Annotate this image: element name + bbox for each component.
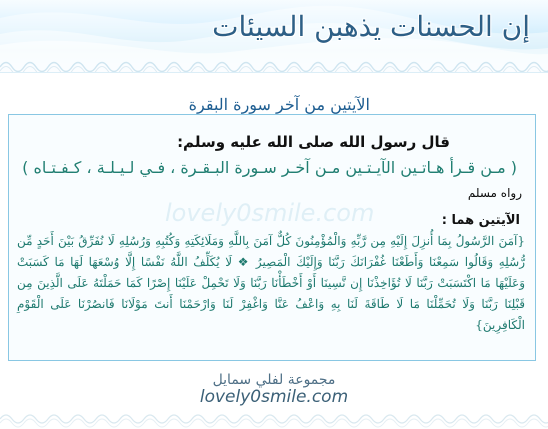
hadith-source: رواه مسلم — [467, 186, 522, 200]
footer-url: lovely0smile.com — [199, 387, 349, 408]
verses-label: الآيتين هما : — [441, 213, 520, 228]
hadith-text: ( مـن قـرأ هـاتـين الآيـتـين مـن آخـر سـورة البـقـرة ، فـي لـيـلـة ، كـفـتـاه ) — [22, 158, 517, 177]
footer-arabic-label: مجموعة لفلي سمايل — [212, 372, 336, 388]
hadith-intro: قال رسول الله صلى الله عليه وسلم: — [177, 133, 450, 151]
header-banner — [0, 0, 548, 73]
footer-branding — [0, 373, 548, 407]
header-title: إن الحسنات يذهبن السيئات — [212, 10, 530, 43]
page-heading: الآيتين من آخر سورة البقرة — [188, 95, 370, 114]
decorative-scallop-border — [0, 58, 548, 73]
verses-text: {آمَنَ الرَّسُولُ بِمَا أُنزِلَ إِلَيْهِ مِن رَّبِّهِ وَالْمُؤْمِنُونَ كُلٌّ آمَنَ بِاللَّهِ وَمَلَائِكَتِهِ وَكُتُبِهِ وَرُسُلِهِ لَا نُفَرِّقُ بَيْنَ أَحَدٍ مِّن رُّسُلِهِ وَقَالُوا سَمِعْنَا وَأَطَعْنَا غُفْرَانَكَ رَبَّنَا وَإِلَيْكَ الْمَصِيرُ ❖ لَا يُكَلِّفُ اللَّهُ نَفْسًا إِلَّا وُسْعَهَا لَهَا مَا كَسَبَتْ وَعَلَيْهَا مَا اكْتَسَبَتْ رَبَّنَا لَا تُؤَاخِذْنَا إِن نَّسِينَا أَوْ أَخْطَأْنَا رَبَّنَا وَلَا تَحْمِلْ عَلَيْنَا إِصْرًا كَمَا حَمَلْتَهُ عَلَى الَّذِينَ مِن قَبْلِنَا رَبَّنَا وَلَا تُحَمِّلْنَا مَا لَا طَاقَةَ لَنَا بِهِ وَاعْفُ عَنَّا وَاغْفِرْ لَنَا وَارْحَمْنَا أَنتَ مَوْلَانَا فَانصُرْنَا عَلَى الْقَوْمِ الْكَافِرِينَ} — [17, 234, 525, 332]
watermark-text: lovely0smile.com — [165, 199, 375, 227]
decorative-bottom-border — [0, 411, 548, 429]
content-panel — [8, 114, 536, 361]
